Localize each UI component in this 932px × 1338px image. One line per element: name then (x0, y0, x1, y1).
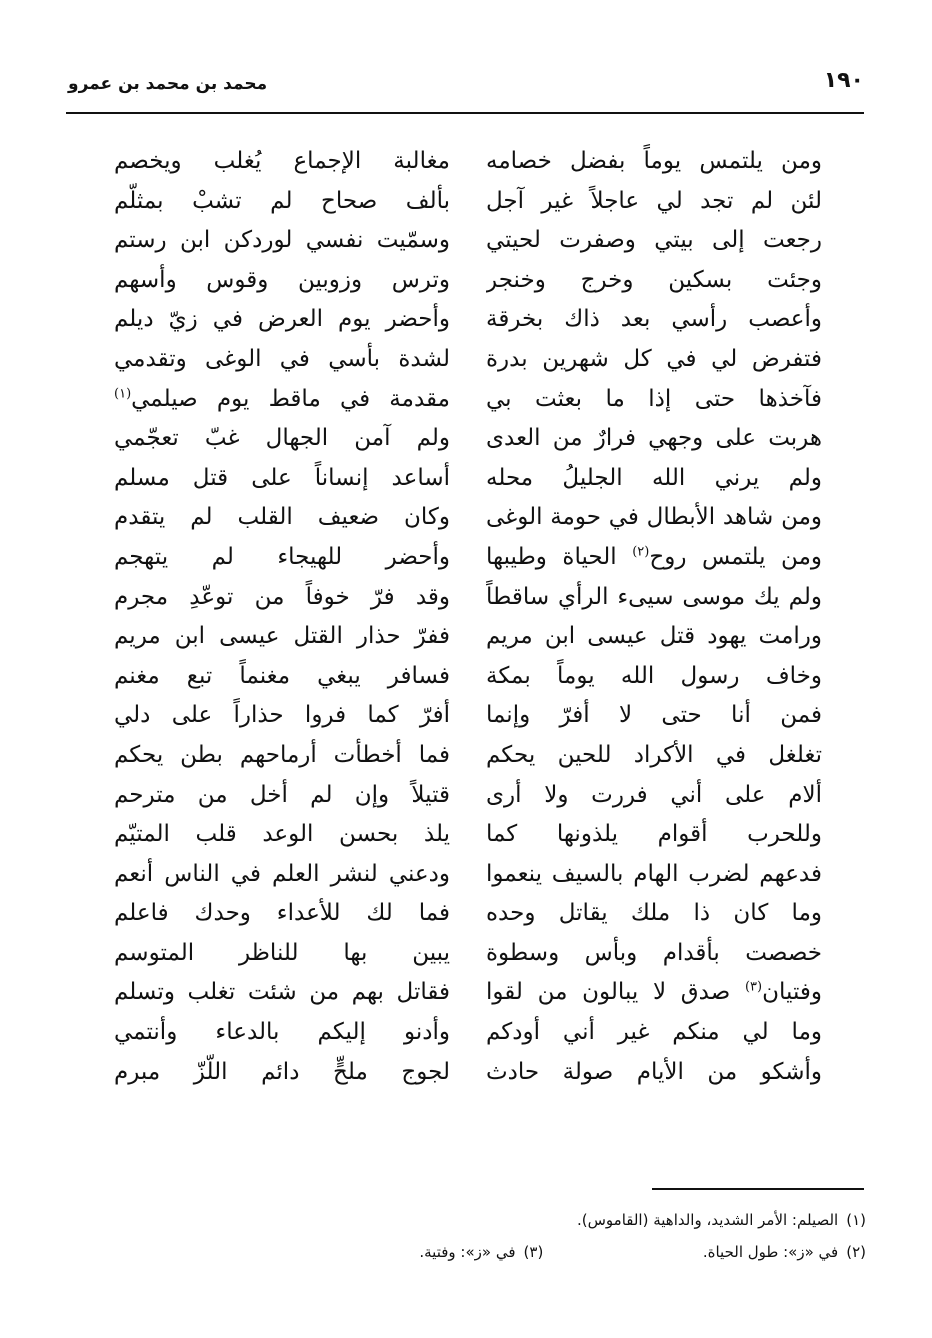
verse-line: يلذ بحسن الوعد قلب المتيّم (114, 821, 450, 848)
verse-line: ألام على أني فررت ولا أرى (486, 781, 822, 808)
verse-line: فما أخطأت أرماحهم بطن يحكم (114, 741, 450, 768)
verse-line: فسافر يبغي مغنماً تبع مغنم (114, 662, 450, 689)
verse-line: لئن لم تجد لي عاجلاً غير آجل (486, 187, 822, 214)
verse-line: وكان ضعيف القلب لم يتقدم (114, 504, 450, 531)
footnote-number: (٣) (523, 1243, 544, 1261)
footnote-marker-2: (٢) (632, 544, 650, 560)
footnote-text: في «ز»: وفتية. (419, 1243, 516, 1261)
verse-line: وأحضر يوم العرض في زيّ ديلم (114, 306, 450, 333)
footnote-marker-3: (٣) (744, 979, 763, 995)
verse-line: فمن أنا حتى لا أفرّ وإنما (486, 702, 822, 729)
verse-line: وقد فرّ خوفاً من توعّدِ مجرم (114, 583, 450, 610)
verse-line: فآخذها حتى إذا ما بعثت بي (486, 385, 822, 412)
verse-line: هربت على وجهي فرارٌ من العدى (486, 425, 822, 452)
verse-line: رجعت إلى بيتي وصفرت لحيتي (486, 227, 822, 254)
footnote-rule (652, 1188, 864, 1190)
verse-line: مقدمة في ماقط يوم صيلمي$^{(١)}$ (114, 385, 450, 412)
verse-line: لشدة بأسي في الوغى وتقدمي (114, 345, 450, 372)
verse-line: بألف صحاح لم تشبْ بمثلّم (114, 187, 450, 214)
footnote-3 (419, 1236, 543, 1268)
footnote-text: في «ز»: طول الحياة. (702, 1243, 839, 1261)
verse-line: وللحرب أقوام يلذونها كما (486, 821, 822, 848)
verse-line: وأعصب رأسي بعد ذاك بخرقة (486, 306, 822, 333)
footnote-number: (٢) (846, 1243, 866, 1261)
verse-line: وترس وزوبين وقوس وأسهم (114, 266, 450, 293)
page-number: ١٩٠ (823, 68, 864, 93)
footnote-row (166, 1204, 866, 1236)
verse-line: خصصت بأقدام وبأس وسطوة (486, 939, 822, 966)
verse-line: فتفرض لي في كل شهرين بدرة (486, 345, 822, 372)
verse-line: فدعهم لضرب الهام بالسيف ينعموا (486, 860, 822, 887)
verse-line: تغلغل في الأكراد للحين يحكم (486, 741, 822, 768)
verse-line: ففرّ حذار القتل عيسى ابن مريم (114, 623, 450, 650)
verse-line: أفرّ كما فروا حذاراً على دلي (114, 702, 450, 729)
verse-line: فما لك للأعداء وحدك فاعلم (114, 900, 450, 927)
footnote-1 (577, 1204, 866, 1236)
verse-line: ولم آمن الجهال غبّ تعجّمي (114, 425, 450, 452)
verse-line: ولم يك موسى سيىء الرأي ساقطاً (486, 583, 822, 610)
verse-line: قتيلاً وإن لم أخل من مترحم (114, 781, 450, 808)
verse-line: وما لي منكم غير أني أودكم (486, 1019, 822, 1046)
verse-line: وأشكو من الأيام صولة حادث (486, 1058, 822, 1085)
verse-line: يبين بها للناظر المتوسم (114, 939, 450, 966)
poem-column-right (486, 142, 822, 1092)
verse-line: ومن يلتمس روح$^{(٢)}$ الحياة وطيبها (486, 543, 822, 570)
verse-line: لجوج ملحٍّ دائم اللّزّ مبرم (114, 1058, 450, 1085)
footnote-2 (703, 1236, 866, 1268)
verse-line: وجئت بسكين وخرج وخنجر (486, 266, 822, 293)
verse-line: وخاف رسول الله يوماً بمكة (486, 662, 822, 689)
verse-line: وأدنو إليكم بالدعاء وأنتمي (114, 1019, 450, 1046)
verse-line: وسمّيت نفسي لوردكن ابن رستم (114, 227, 450, 254)
verse-line: ومن يلتمس يوماً بفضل خصامه (486, 148, 822, 174)
running-header: محمد بن محمد بن عمرو (68, 74, 268, 94)
verse-line: وفتيان$^{(٣)}$ صدق لا يبالون من لقوا (486, 979, 822, 1006)
poem-column-left (114, 142, 450, 1092)
footnote-row (166, 1236, 866, 1268)
header-rule (66, 112, 864, 114)
verse-line: أساعد إنساناً على قتل مسلم (114, 464, 450, 491)
footnote-text: الصيلم: الأمر الشديد، والداهية (القاموس). (576, 1211, 839, 1229)
verse-line: مغالبة الإجماع يُغلب ويخصم (114, 148, 450, 174)
footnote-marker-1: (١) (114, 385, 132, 401)
verse-line: وما كان ذا ملك يقاتل وحده (486, 900, 822, 927)
verse-line: ولم يرني الله الجليلُ محله (486, 464, 822, 491)
verse-line: ودعني لنشر العلم في الناس أنعم (114, 860, 450, 887)
verse-line: ورامت يهود قتل عيسى ابن مريم (486, 623, 822, 650)
verse-line: وأحضر للهيجاء لم يتهجم (114, 543, 450, 570)
verse-line: فقاتل بهم من شئت تغلب وتسلم (114, 979, 450, 1006)
verse-line: ومن شاهد الأبطال في حومة الوغى (486, 504, 822, 531)
footnotes (166, 1204, 866, 1268)
footnote-number: (١) (846, 1211, 866, 1229)
